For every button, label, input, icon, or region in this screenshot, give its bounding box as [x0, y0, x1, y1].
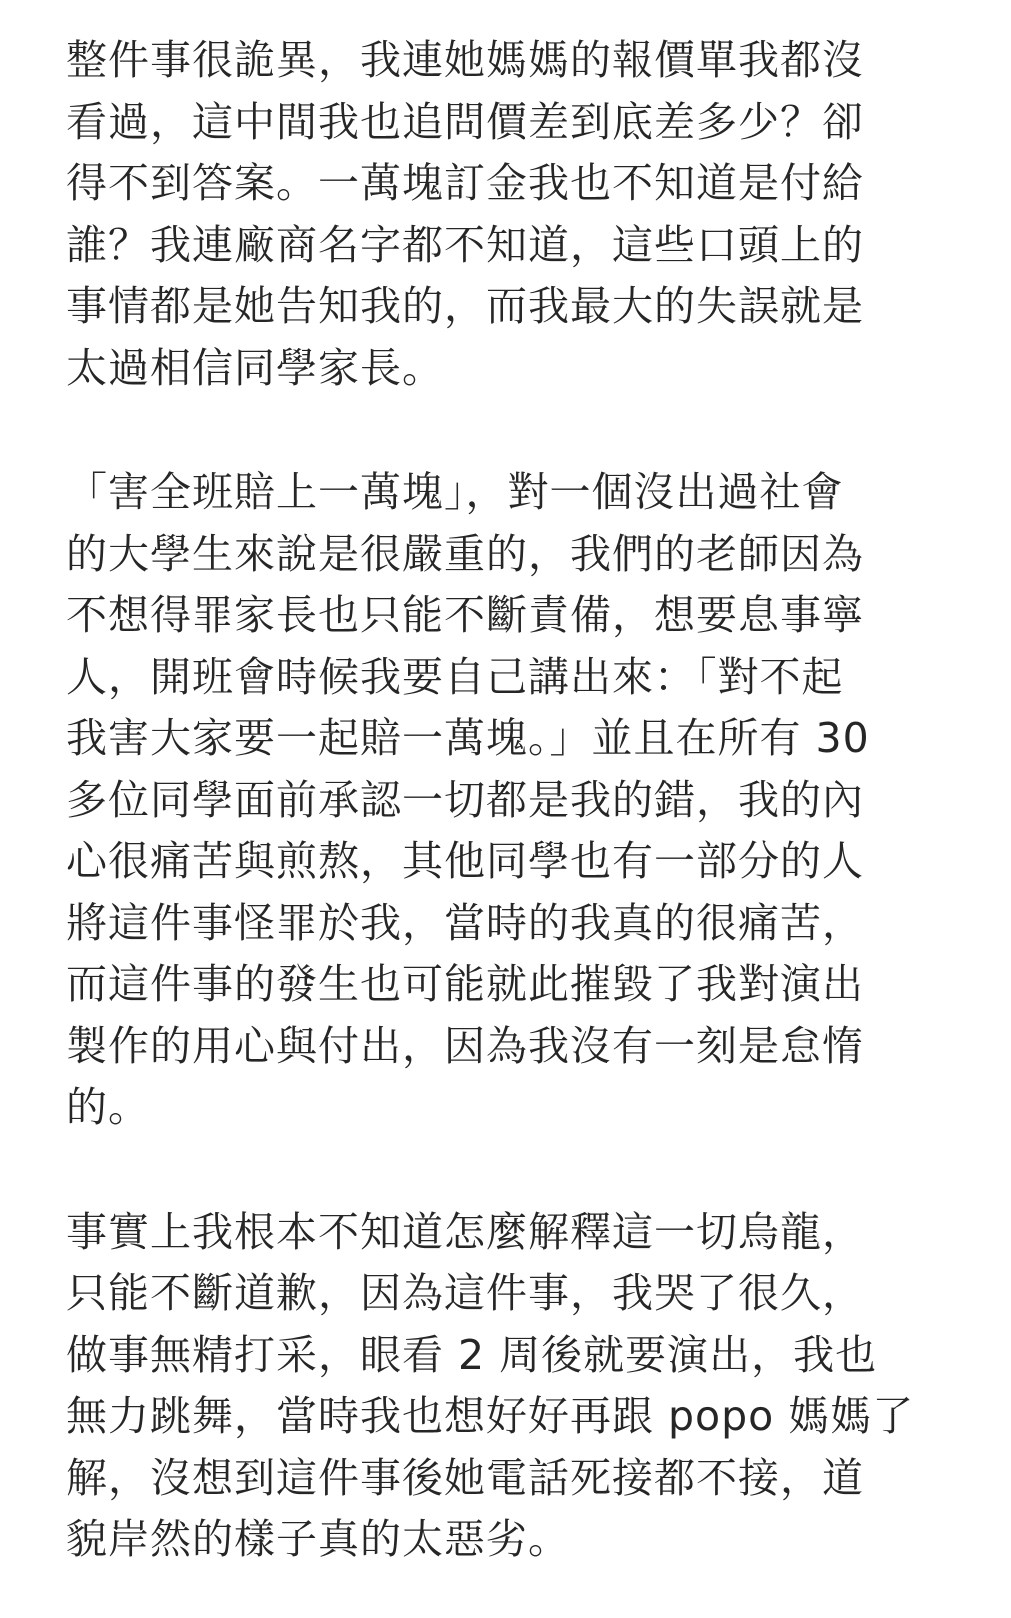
text-line: 事實上我根本不知道怎麼解釋這一切烏龍，: [66, 1207, 864, 1256]
text-line: 誰？我連廠商名字都不知道，這些口頭上的: [66, 220, 864, 269]
text-line: 太過相信同學家長。: [66, 343, 444, 392]
text-line: 貌岸然的樣子真的太惡劣。: [66, 1515, 570, 1563]
text-line: 無力跳舞，當時我也想好好再跟 popo 媽媽了: [66, 1392, 915, 1440]
text-line: 「害全班賠上一萬塊」，對一個沒出過社會: [66, 468, 844, 516]
text-line: 我害大家要一起賠一萬塊。」並且在所有 30: [66, 714, 870, 762]
text-line: 製作的用心與付出，因為我沒有一刻是怠惰: [66, 1021, 864, 1070]
text-line: 人，開班會時候我要自己講出來：「對不起: [66, 652, 844, 701]
text-line: 解，沒想到這件事後她電話死接都不接，道: [66, 1453, 864, 1502]
text-line: 得不到答案。一萬塊訂金我也不知道是付給: [66, 159, 864, 207]
text-line: 看過，這中間我也追問價差到底差多少？卻: [66, 97, 864, 146]
text-line: 的大學生來說是很嚴重的，我們的老師因為: [66, 529, 864, 578]
paragraph-1: [66, 30, 931, 399]
text-line: 做事無精打采，眼看 2 周後就要演出，我也: [66, 1330, 878, 1379]
text-line: 不想得罪家長也只能不斷責備，想要息事寧: [66, 591, 864, 639]
paragraph-gap: [66, 399, 931, 462]
text-line: 的。: [66, 1083, 150, 1131]
text-line: 多位同學面前承認一切都是我的錯，我的內: [66, 775, 864, 824]
paragraph-3: [66, 1202, 931, 1571]
text-line: 整件事很詭異，我連她媽媽的報價單我都沒: [66, 36, 864, 84]
paragraph-gap: [66, 1139, 931, 1202]
text-line: 而這件事的發生也可能就此摧毀了我對演出: [66, 960, 864, 1008]
text-line: 將這件事怪罪於我，當時的我真的很痛苦，: [66, 898, 864, 947]
text-line: 只能不斷道歉，因為這件事，我哭了很久，: [66, 1269, 864, 1317]
text-line: 心很痛苦與煎熬，其他同學也有一部分的人: [66, 837, 864, 885]
paragraph-2: [66, 462, 931, 1139]
text-line: 事情都是她告知我的，而我最大的失誤就是: [66, 282, 864, 330]
